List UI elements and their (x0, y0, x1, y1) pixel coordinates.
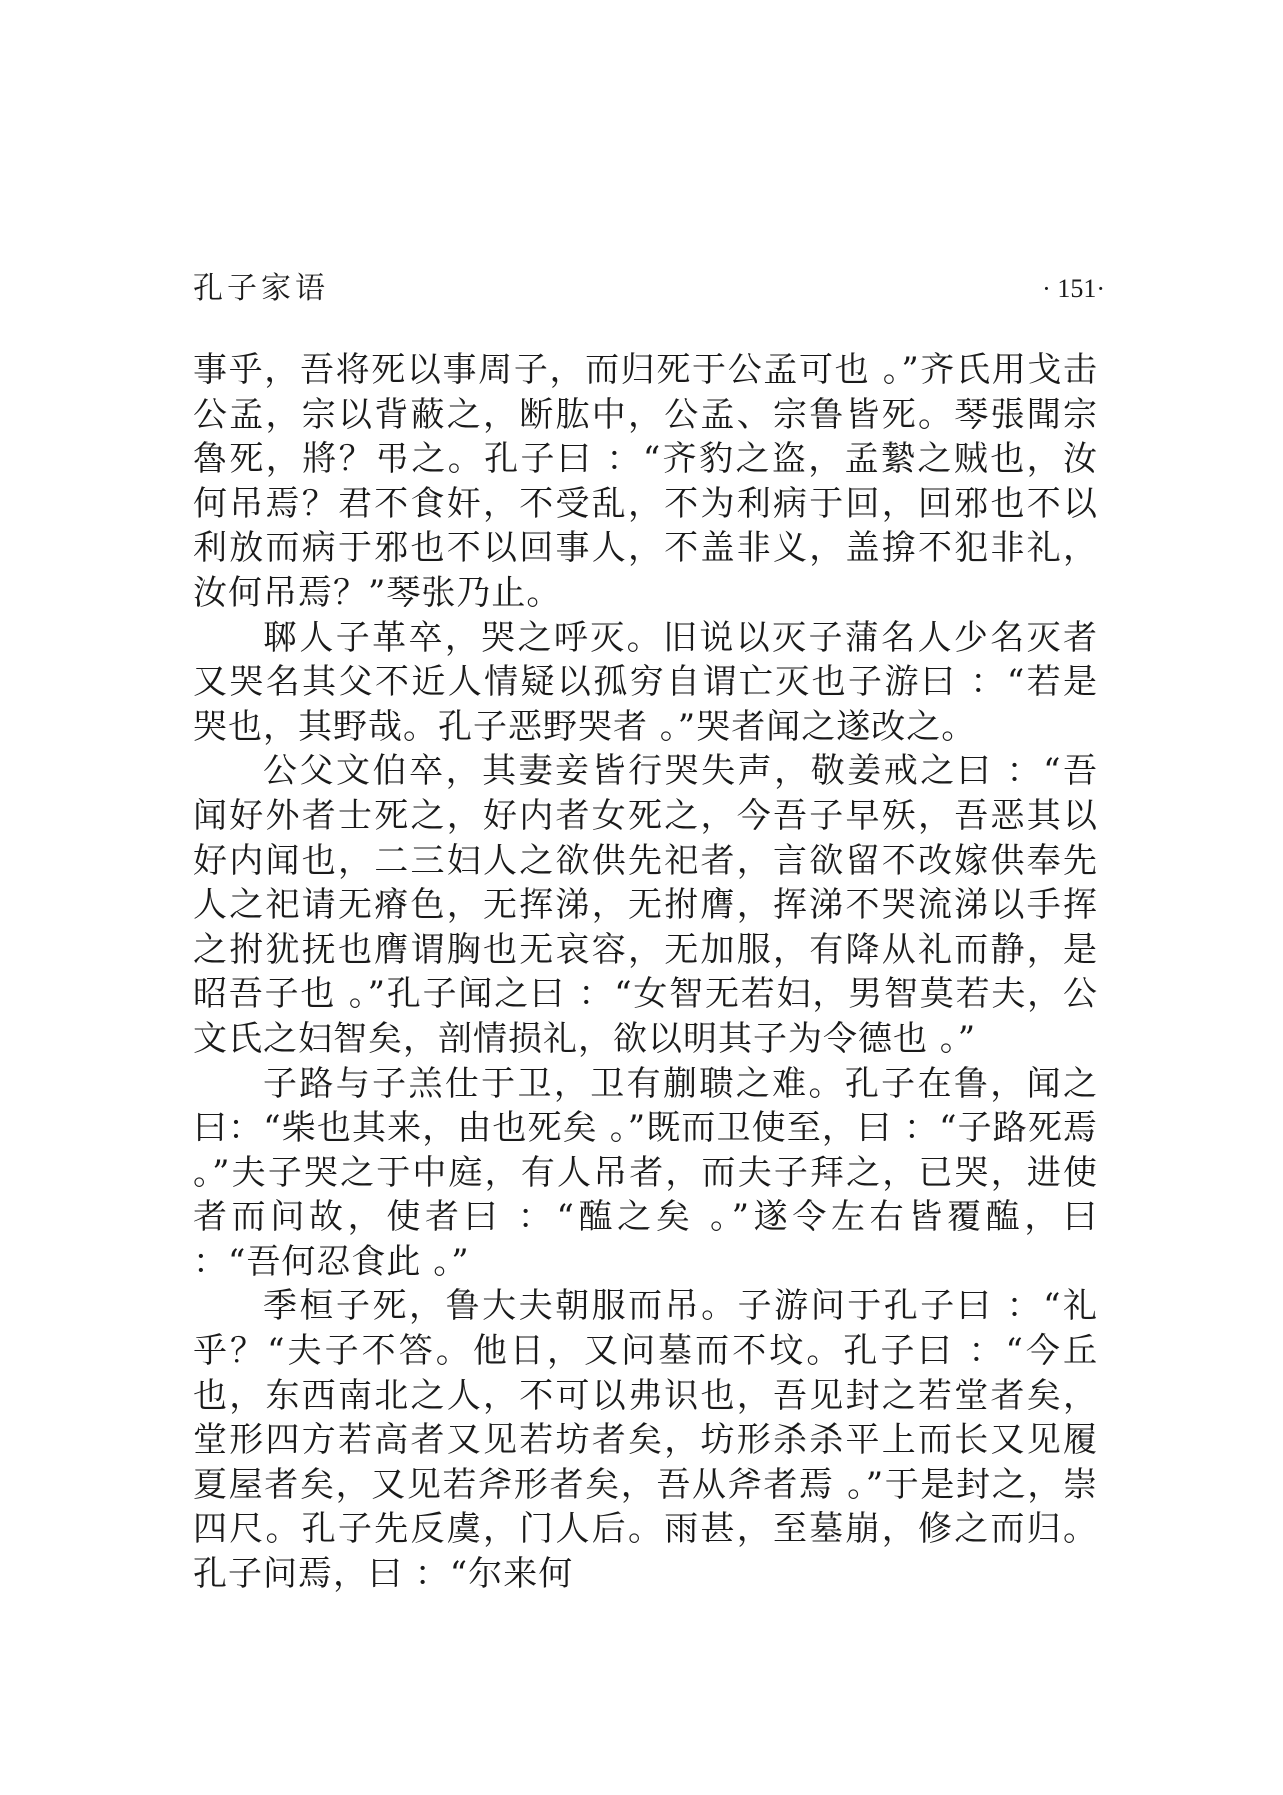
running-header (193, 268, 1105, 318)
paragraph: 子路与子羔仕于卫，卫有蒯聩之难。孔子在鲁，闻之曰：“柴也其来，由也死矣 。”既而卫使至，曰 ：“子路死焉 。”夫子哭之于中庭，有人吊者，而夫子拜之，已哭，进使者而问故，使者曰 ：“醢之矣 。”遂令左右皆覆醢，曰 ：“吾何忍食此 。” (193, 1063, 1098, 1282)
paragraph: 季桓子死，鲁大夫朝服而吊。子游问于孔子曰 ：“礼乎？“夫子不答。他日，又问墓而不坟。孔子曰 ：“今丘也，东西南北之人，不可以弗识也，吾见封之若堂者矣，堂形四方若高者又见若坊者矣，坊形杀杀平上而长又见履夏屋者矣，又见若斧形者矣，吾从斧者焉 。”于是封之，崇四尺。孔子先反虞，门人后。雨甚，至墓崩，修之而归。孔子问焉，曰 ：“尔来何 (193, 1286, 1098, 1595)
paragraph: 事乎，吾将死以事周子，而归死于公孟可也 。”齐氏用戈击公孟，宗以背蔽之，断肱中，公孟、宗鲁皆死。琴張聞宗魯死，將？弔之。孔子曰 ：“齐豹之盗，孟縶之贼也，汝何吊焉？君不食奸，不受乱，不为利病于回，回邪也不以利放而病于邪也不以回事人，不盖非义，盖揜不犯非礼，汝何吊焉？”琴张乃止。 (193, 350, 1098, 613)
book-title: 孔子家语 (193, 271, 329, 306)
paragraph: 郰人子革卒，哭之呼灭。旧说以灭子蒲名人少名灭者又哭名其父不近人情疑以孤穷自谓亡灭也子游曰 ：“若是哭也，其野哉。孔子恶野哭者 。”哭者闻之遂改之。 (193, 617, 1098, 747)
page-number: · 151· (1042, 274, 1105, 303)
paragraph: 公父文伯卒，其妻妾皆行哭失声，敬姜戒之曰 ：“吾闻好外者士死之，好内者女死之，今吾子早殀，吾恶其以好内闻也，二三妇人之欲供先祀者，言欲留不改嫁供奉先人之祀请无瘠色，无挥涕，无拊膺，挥涕不哭流涕以手挥之拊犹抚也膺谓胸也无哀容，无加服，有降从礼而静，是昭吾子也 。”孔子闻之曰 ：“女智无若妇，男智莫若夫，公文氏之妇智矣，剖情损礼，欲以明其子为令德也 。” (193, 751, 1098, 1059)
page-body (193, 348, 1098, 1597)
